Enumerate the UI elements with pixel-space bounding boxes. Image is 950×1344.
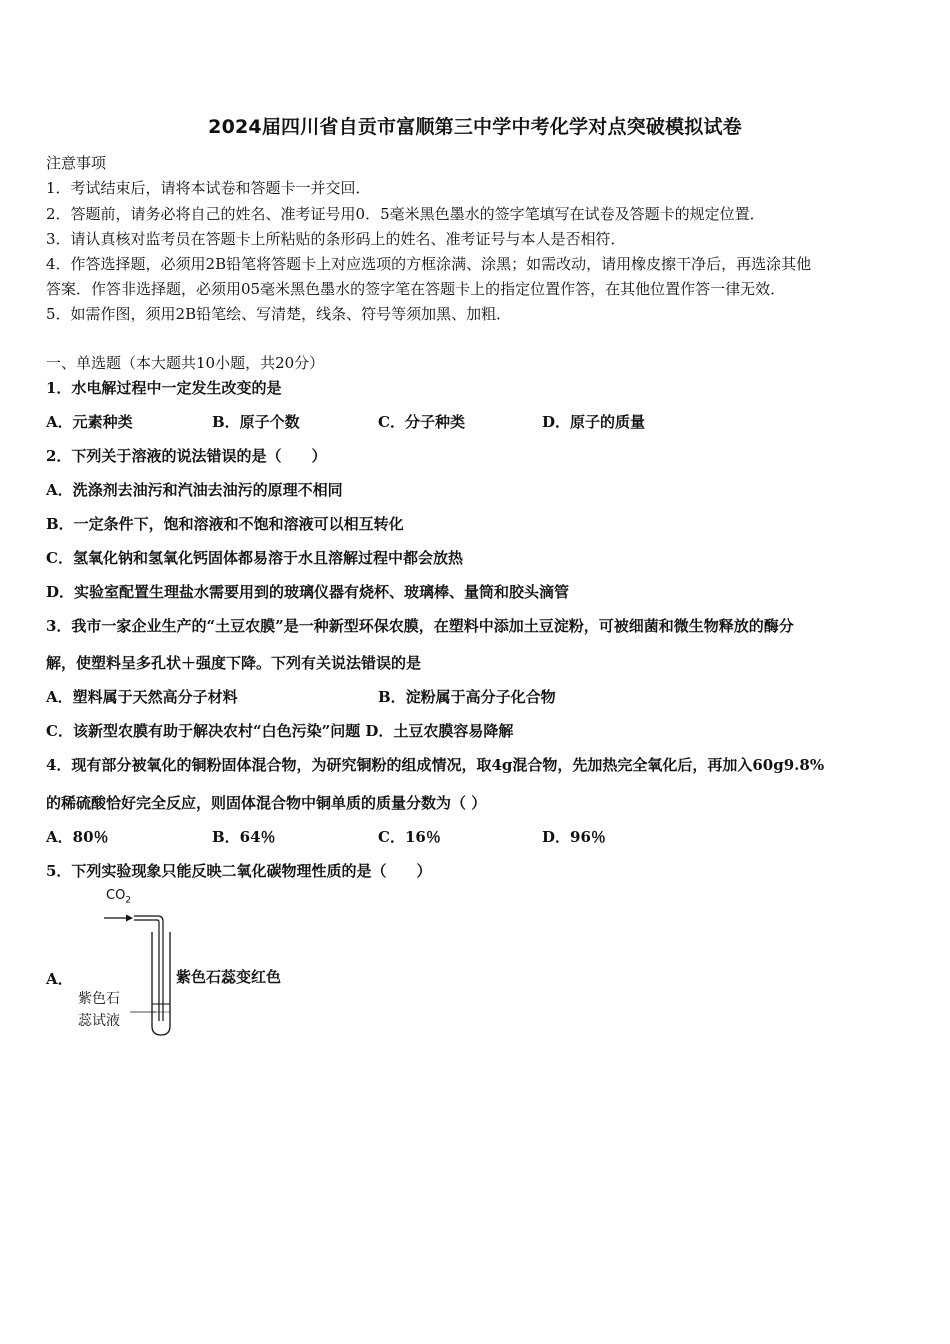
question-1-stem: 1．水电解过程中一定发生改变的是 (46, 379, 282, 397)
section-heading: 一、单选题（本大题共10小题，共20分） (46, 354, 325, 372)
notice-item: 2．答题前，请务必将自己的姓名、准考证号用0．5毫米黑色墨水的签字笔填写在试卷及答题卡的规定位置． (46, 205, 765, 223)
notice-item: 1．考试结束后，请将本试卷和答题卡一并交回． (46, 179, 371, 197)
question-4-option-c: C．16％ (378, 828, 441, 846)
question-2-option-b: B．一定条件下，饱和溶液和不饱和溶液可以相互转化 (46, 515, 404, 533)
question-4-option-a: A．80％ (46, 828, 109, 846)
question-1-option-a: A．元素种类 (46, 413, 133, 431)
question-5-option-a-label: A． (46, 970, 73, 988)
question-1-option-b: B．原子个数 (212, 413, 300, 431)
question-3-option-b: B．淀粉属于高分子化合物 (378, 688, 556, 706)
litmus-label-line1: 紫色石 (78, 991, 120, 1007)
co2-test-tube-diagram (72, 886, 182, 1042)
co2-label: $CO_2$ (106, 888, 132, 906)
litmus-label-line2: 蕊试液 (78, 1013, 120, 1029)
page-title: 2024届四川省自贡市富顺第三中学中考化学对点突破模拟试卷 (208, 116, 742, 138)
notice-item: 4．作答选择题，必须用2B铅笔将答题卡上对应选项的方框涂满、涂黑；如需改动，请用橡皮擦干净后，再选涂其他 (46, 255, 812, 273)
question-2-option-d: D．实验室配置生理盐水需要用到的玻璃仪器有烧杯、玻璃棒、量筒和胶头滴管 (46, 583, 570, 601)
notice-item: 5．如需作图，须用2B铅笔绘、写清楚，线条、符号等须加黑、加粗． (46, 305, 512, 323)
question-3-options-cd: C．该新型农膜有助于解决农村“白色污染”问题 D．土豆农膜容易降解 (46, 722, 514, 740)
question-2-option-a: A．洗涤剂去油污和汽油去油污的原理不相同 (46, 481, 343, 499)
question-1-option-c: C．分子种类 (378, 413, 465, 431)
question-4-stem-line2: 的稀硫酸恰好完全反应，则固体混合物中铜单质的质量分数为（ ） (46, 794, 487, 812)
question-1-option-d: D．原子的质量 (542, 413, 646, 431)
question-3-option-a: A．塑料属于天然高分子材料 (46, 688, 238, 706)
question-3-stem-line2: 解，使塑料呈多孔状＋强度下降。下列有关说法错误的是 (46, 654, 422, 672)
question-4-option-b: B．64％ (212, 828, 276, 846)
question-2-stem: 2．下列关于溶液的说法错误的是（ ） (46, 447, 327, 465)
question-2-option-c: C．氢氧化钠和氢氧化钙固体都易溶于水且溶解过程中都会放热 (46, 549, 463, 567)
question-3-stem-line1: 3．我市一家企业生产的“土豆农膜”是一种新型环保农膜，在塑料中添加土豆淀粉，可被细菌和微生物释放的酶分 (46, 617, 794, 635)
notice-heading: 注意事项 (46, 154, 107, 172)
question-5-stem: 5．下列实验现象只能反映二氧化碳物理性质的是（ ） (46, 862, 432, 880)
question-5-option-a-text: 紫色石蕊变红色 (176, 968, 282, 986)
notice-item: 答案．作答非选择题，必须用05毫米黑色墨水的签字笔在答题卡上的指定位置作答，在其他位置作答一律无效． (46, 280, 786, 298)
notice-item: 3．请认真核对监考员在答题卡上所粘贴的条形码上的姓名、准考证号与本人是否相符． (46, 230, 626, 248)
question-4-stem-line1: 4．现有部分被氧化的铜粉固体混合物，为研究铜粉的组成情况，取4g混合物，先加热完全氧化后，再加入60g9.8% (46, 756, 825, 774)
question-4-option-d: D．96％ (542, 828, 606, 846)
